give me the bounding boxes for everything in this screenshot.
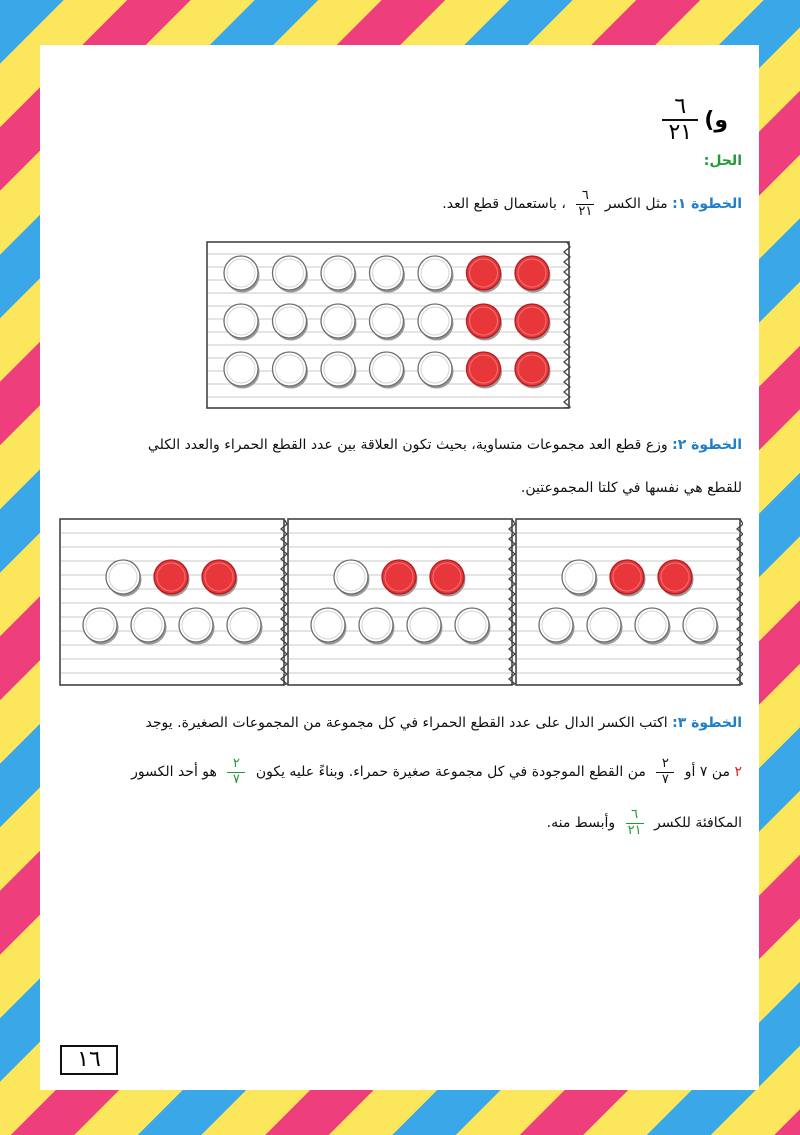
step2-line1	[148, 437, 742, 453]
step2-text-line1: وزع قطع العد مجموعات متساوية، بحيث تكون العلاقة بين عدد القطع الحمراء والعدد الكلي	[147, 437, 668, 453]
step3-text-line3b: وأبسط منه.	[546, 815, 616, 831]
page-number: ١٦	[60, 1045, 118, 1075]
step2-label: الخطوة ٢:	[672, 437, 742, 453]
step1-line	[442, 188, 742, 220]
step3-line2	[131, 752, 742, 792]
step3-fraction-green	[227, 757, 245, 787]
step3-text-b: من القطع الموجودة في كل مجموعة صغيرة حمراء. وبناءً عليه يكون	[255, 764, 646, 780]
step3-text-line1: اكتب الكسر الدال على عدد القطع الحمراء في كل مجموعة من المجموعات الصغيرة. يوجد	[145, 715, 668, 731]
step3-fraction-green-2-numerator: ٦	[631, 807, 639, 823]
step1-text-before: مثل الكسر	[604, 196, 668, 212]
step3-line3	[547, 803, 742, 843]
step3-text-line3a: المكافئة للكسر	[654, 815, 742, 831]
step1-fraction-denominator: ٢١	[578, 203, 593, 219]
step3-fraction-denominator: ٧	[661, 771, 669, 787]
step3-text-a: من ٧ أو	[684, 764, 731, 780]
problem-fraction-numerator: ٦	[674, 94, 687, 119]
step3-fraction-green-2	[626, 808, 644, 838]
step3-fraction-green-numerator: ٢	[232, 756, 240, 772]
counter-group-3	[516, 519, 743, 685]
problem-fraction	[662, 95, 698, 145]
step2-text-line2: للقطع هي نفسها في كلتا المجموعتين.	[520, 480, 742, 496]
step3-red-count: ٢	[734, 764, 742, 780]
counter-group-1	[60, 519, 287, 685]
problem-label: و)	[704, 107, 728, 133]
step3-fraction	[656, 757, 674, 787]
step3-fraction-green-2-denominator: ٢١	[627, 822, 642, 838]
problem-fraction-denominator: ٢١	[668, 120, 693, 146]
counters-grid-figure	[205, 240, 575, 410]
step3-text-c: هو أحد الكسور	[131, 764, 217, 780]
step1-text-after: ، باستعمال قطع العد.	[442, 196, 566, 212]
step3-fraction-green-denominator: ٧	[232, 771, 240, 787]
problem-heading	[656, 95, 728, 145]
step3-line1	[146, 715, 742, 731]
step1-label: الخطوة ١:	[672, 196, 742, 212]
step1-fraction	[576, 189, 594, 219]
step3-fraction-numerator: ٢	[661, 756, 669, 772]
solution-label: الحل:	[703, 153, 742, 169]
step1-fraction-numerator: ٦	[581, 188, 589, 204]
step3-label: الخطوة ٣:	[672, 715, 742, 731]
counter-groups-figure	[58, 517, 743, 689]
counter-group-2	[288, 519, 515, 685]
